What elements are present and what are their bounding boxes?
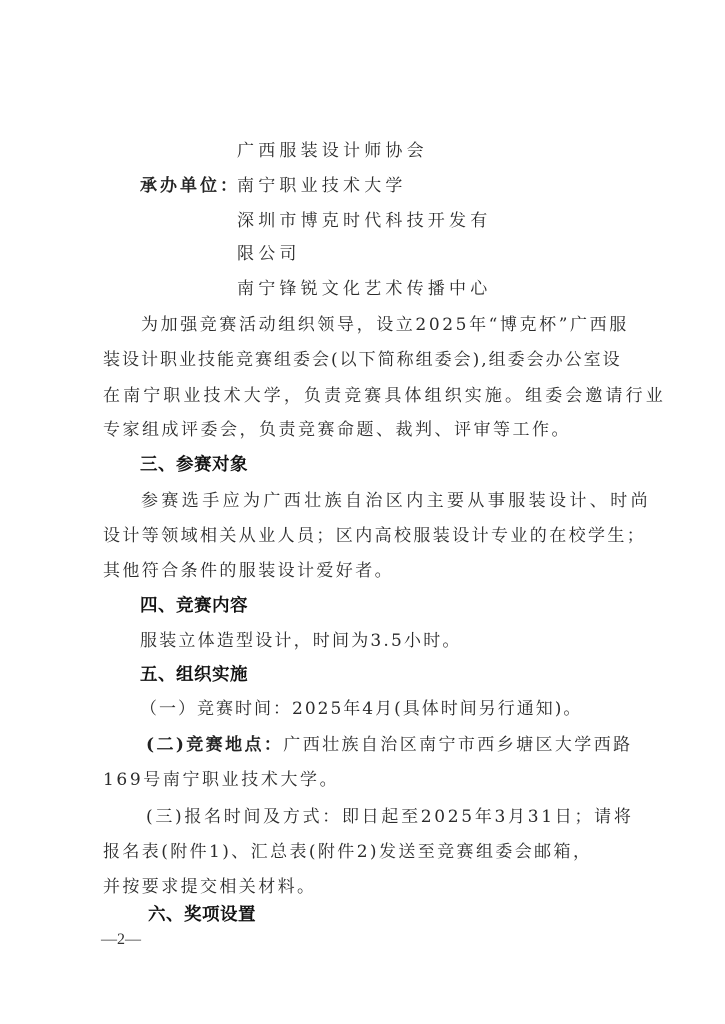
list-item: [146, 734, 633, 756]
undertaker-item: 南宁锋锐文化艺术传播中心: [237, 279, 492, 299]
list-item: （一）竞赛时间：2025年4月(具体时间另行通知)。: [140, 699, 583, 719]
paragraph-line: 装设计职业技能竞赛组委会(以下简称组委会),组委会办公室设: [103, 350, 622, 370]
paragraph-line: 专家组成评委会，负责竞赛命题、裁判、评审等工作。: [103, 420, 571, 440]
paragraph-line: 服装立体造型设计，时间为3.5小时。: [140, 631, 462, 651]
undertaker-item: 深圳市博克时代科技开发有: [237, 211, 492, 231]
section-heading: 六、奖项设置: [148, 905, 256, 925]
paragraph-line: 其他符合条件的服装设计爱好者。: [103, 561, 394, 581]
venue-text: 广西壮族自治区南宁市西乡塘区大学西路: [283, 735, 633, 755]
undertaker-item: 南宁职业技术大学: [237, 176, 407, 196]
organizer-unit-line: 广西服装设计师协会: [237, 141, 428, 161]
paragraph-line: 并按要求提交相关材料。: [103, 877, 317, 897]
list-item: (三)报名时间及方式：即日起至2025年3月31日；请将: [146, 807, 634, 827]
paragraph-line: 报名表(附件1)、汇总表(附件2)发送至竞赛组委会邮箱，: [103, 842, 593, 862]
paragraph-line: 为加强竞赛活动组织领导，设立2025年“博克杯”广西服: [141, 315, 629, 335]
paragraph-line: 设计等领域相关从业人员；区内高校服装设计专业的在校学生；: [103, 526, 647, 546]
section-heading: 三、参赛对象: [140, 455, 248, 475]
venue-label: (二)竞赛地点：: [146, 735, 284, 755]
page-number: —2—: [101, 931, 141, 948]
undertaker-item: 限公司: [237, 244, 301, 264]
paragraph-line: 169号南宁职业技术大学。: [103, 770, 340, 790]
section-heading: 五、组织实施: [140, 665, 248, 685]
undertaker-label: 承办单位：: [140, 176, 240, 196]
paragraph-line: 参赛选手应为广西壮族自治区内主要从事服装设计、时尚: [141, 491, 651, 511]
section-heading: 四、竞赛内容: [140, 596, 248, 616]
paragraph-line: 在南宁职业技术大学，负责竞赛具体组织实施。组委会邀请行业: [103, 386, 666, 406]
